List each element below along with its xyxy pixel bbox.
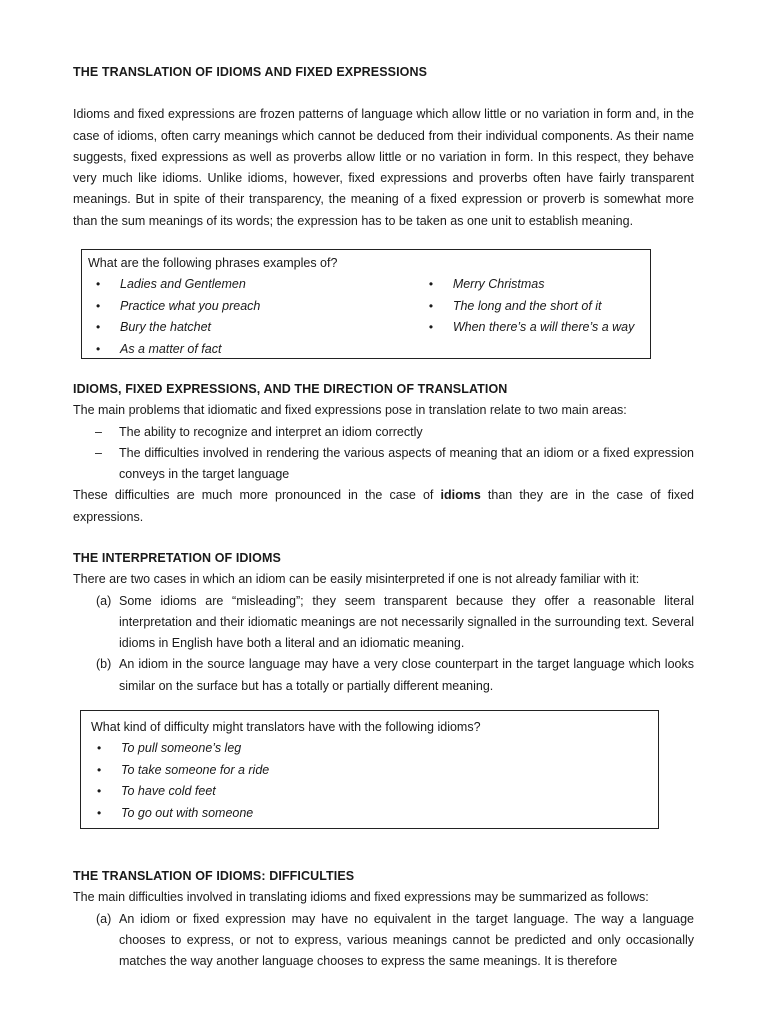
phrase-list-left (88, 274, 421, 360)
case-list (73, 591, 694, 697)
list-item: (a) Some idioms are “misleading”; they seem transparent because they offer a reasonable literal interpretation and their idiomatic meanings are not necessarily signalled in the surrounding text. Several idioms in English have both a literal and an idiomatic meaning. (96, 593, 694, 651)
list-item: • Bury the hatchet (88, 317, 421, 339)
document-title: THE TRANSLATION OF IDIOMS AND FIXED EXPRESSIONS (73, 65, 428, 79)
section-interpretation-of-idioms (73, 548, 694, 697)
list-item: • To have cold feet (91, 781, 658, 803)
intro-paragraph: Idioms and fixed expressions are frozen patterns of language which allow little or no variation in form and, in the case of idioms, often carry meanings which cannot be deduced from their individual components. As their name suggests, fixed expressions as well as proverbs allow little or no variation in form. In this respect, they behave very much like idioms. Unlike idioms, however, fixed expressions and proverbs often have fairly transparent meanings. But in spite of their transparency, the meaning of a fixed expression or proverb is somewhat more than the sum meanings of its words; the expression has to be taken as one unit to establish meaning. (73, 107, 694, 228)
list-item: – The ability to recognize and interpret an idiom correctly (73, 422, 694, 443)
list-item: • To take someone for a ride (91, 760, 658, 782)
section-lead: There are two cases in which an idiom can be easily misinterpreted if one is not already familiar with it: (73, 572, 640, 587)
document-page (73, 62, 694, 969)
section-lead: The main problems that idiomatic and fixed expressions pose in translation relate to two main areas: (73, 403, 627, 418)
section-lead: The main difficulties involved in translating idioms and fixed expressions may be summarized as follows: (73, 890, 649, 905)
section-closing: These difficulties are much more pronounced in the case of idioms than they are in the case of fixed expressions. (73, 488, 694, 524)
list-item: • To pull someone’s leg (91, 738, 658, 760)
problem-list (73, 422, 694, 486)
list-item: • The long and the short of it (421, 296, 650, 318)
emphasis-idioms: idioms (440, 488, 481, 503)
phrase-list-right (421, 274, 650, 360)
list-item: (b) An idiom in the source language may have a very close counterpart in the target language which looks similar on the surface but has a totally or partially different meaning. (96, 657, 694, 693)
section-heading: THE INTERPRETATION OF IDIOMS (73, 551, 281, 565)
section-translation-difficulties (73, 866, 694, 972)
list-item: • To go out with someone (91, 803, 658, 825)
list-item: • Merry Christmas (421, 274, 650, 296)
idiom-list (91, 738, 658, 824)
exercise-question: What are the following phrases examples of? (88, 256, 338, 270)
section-direction-of-translation (73, 379, 694, 528)
list-item: • When there’s a will there’s a way (421, 317, 650, 339)
section-heading: IDIOMS, FIXED EXPRESSIONS, AND THE DIRECTION OF TRANSLATION (73, 382, 508, 396)
list-item: (a) An idiom or fixed expression may have no equivalent in the target language. The way a language chooses to express, or not to express, various meanings cannot be predicted and only occasionally matches the way another language chooses to express the same meanings. It is therefore (96, 911, 694, 969)
list-item: • Ladies and Gentlemen (88, 274, 421, 296)
exercise-question: What kind of difficulty might translators have with the following idioms? (91, 720, 481, 734)
difficulty-list (73, 909, 694, 973)
list-item: • Practice what you preach (88, 296, 421, 318)
exercise-box-idioms (80, 710, 659, 829)
exercise-box-phrases (81, 249, 651, 359)
list-item: – The difficulties involved in rendering the various aspects of meaning that an idiom or a fixed expression conveys in the target language (73, 443, 694, 486)
list-item: • As a matter of fact (88, 339, 421, 361)
section-heading: THE TRANSLATION OF IDIOMS: DIFFICULTIES (73, 869, 355, 883)
